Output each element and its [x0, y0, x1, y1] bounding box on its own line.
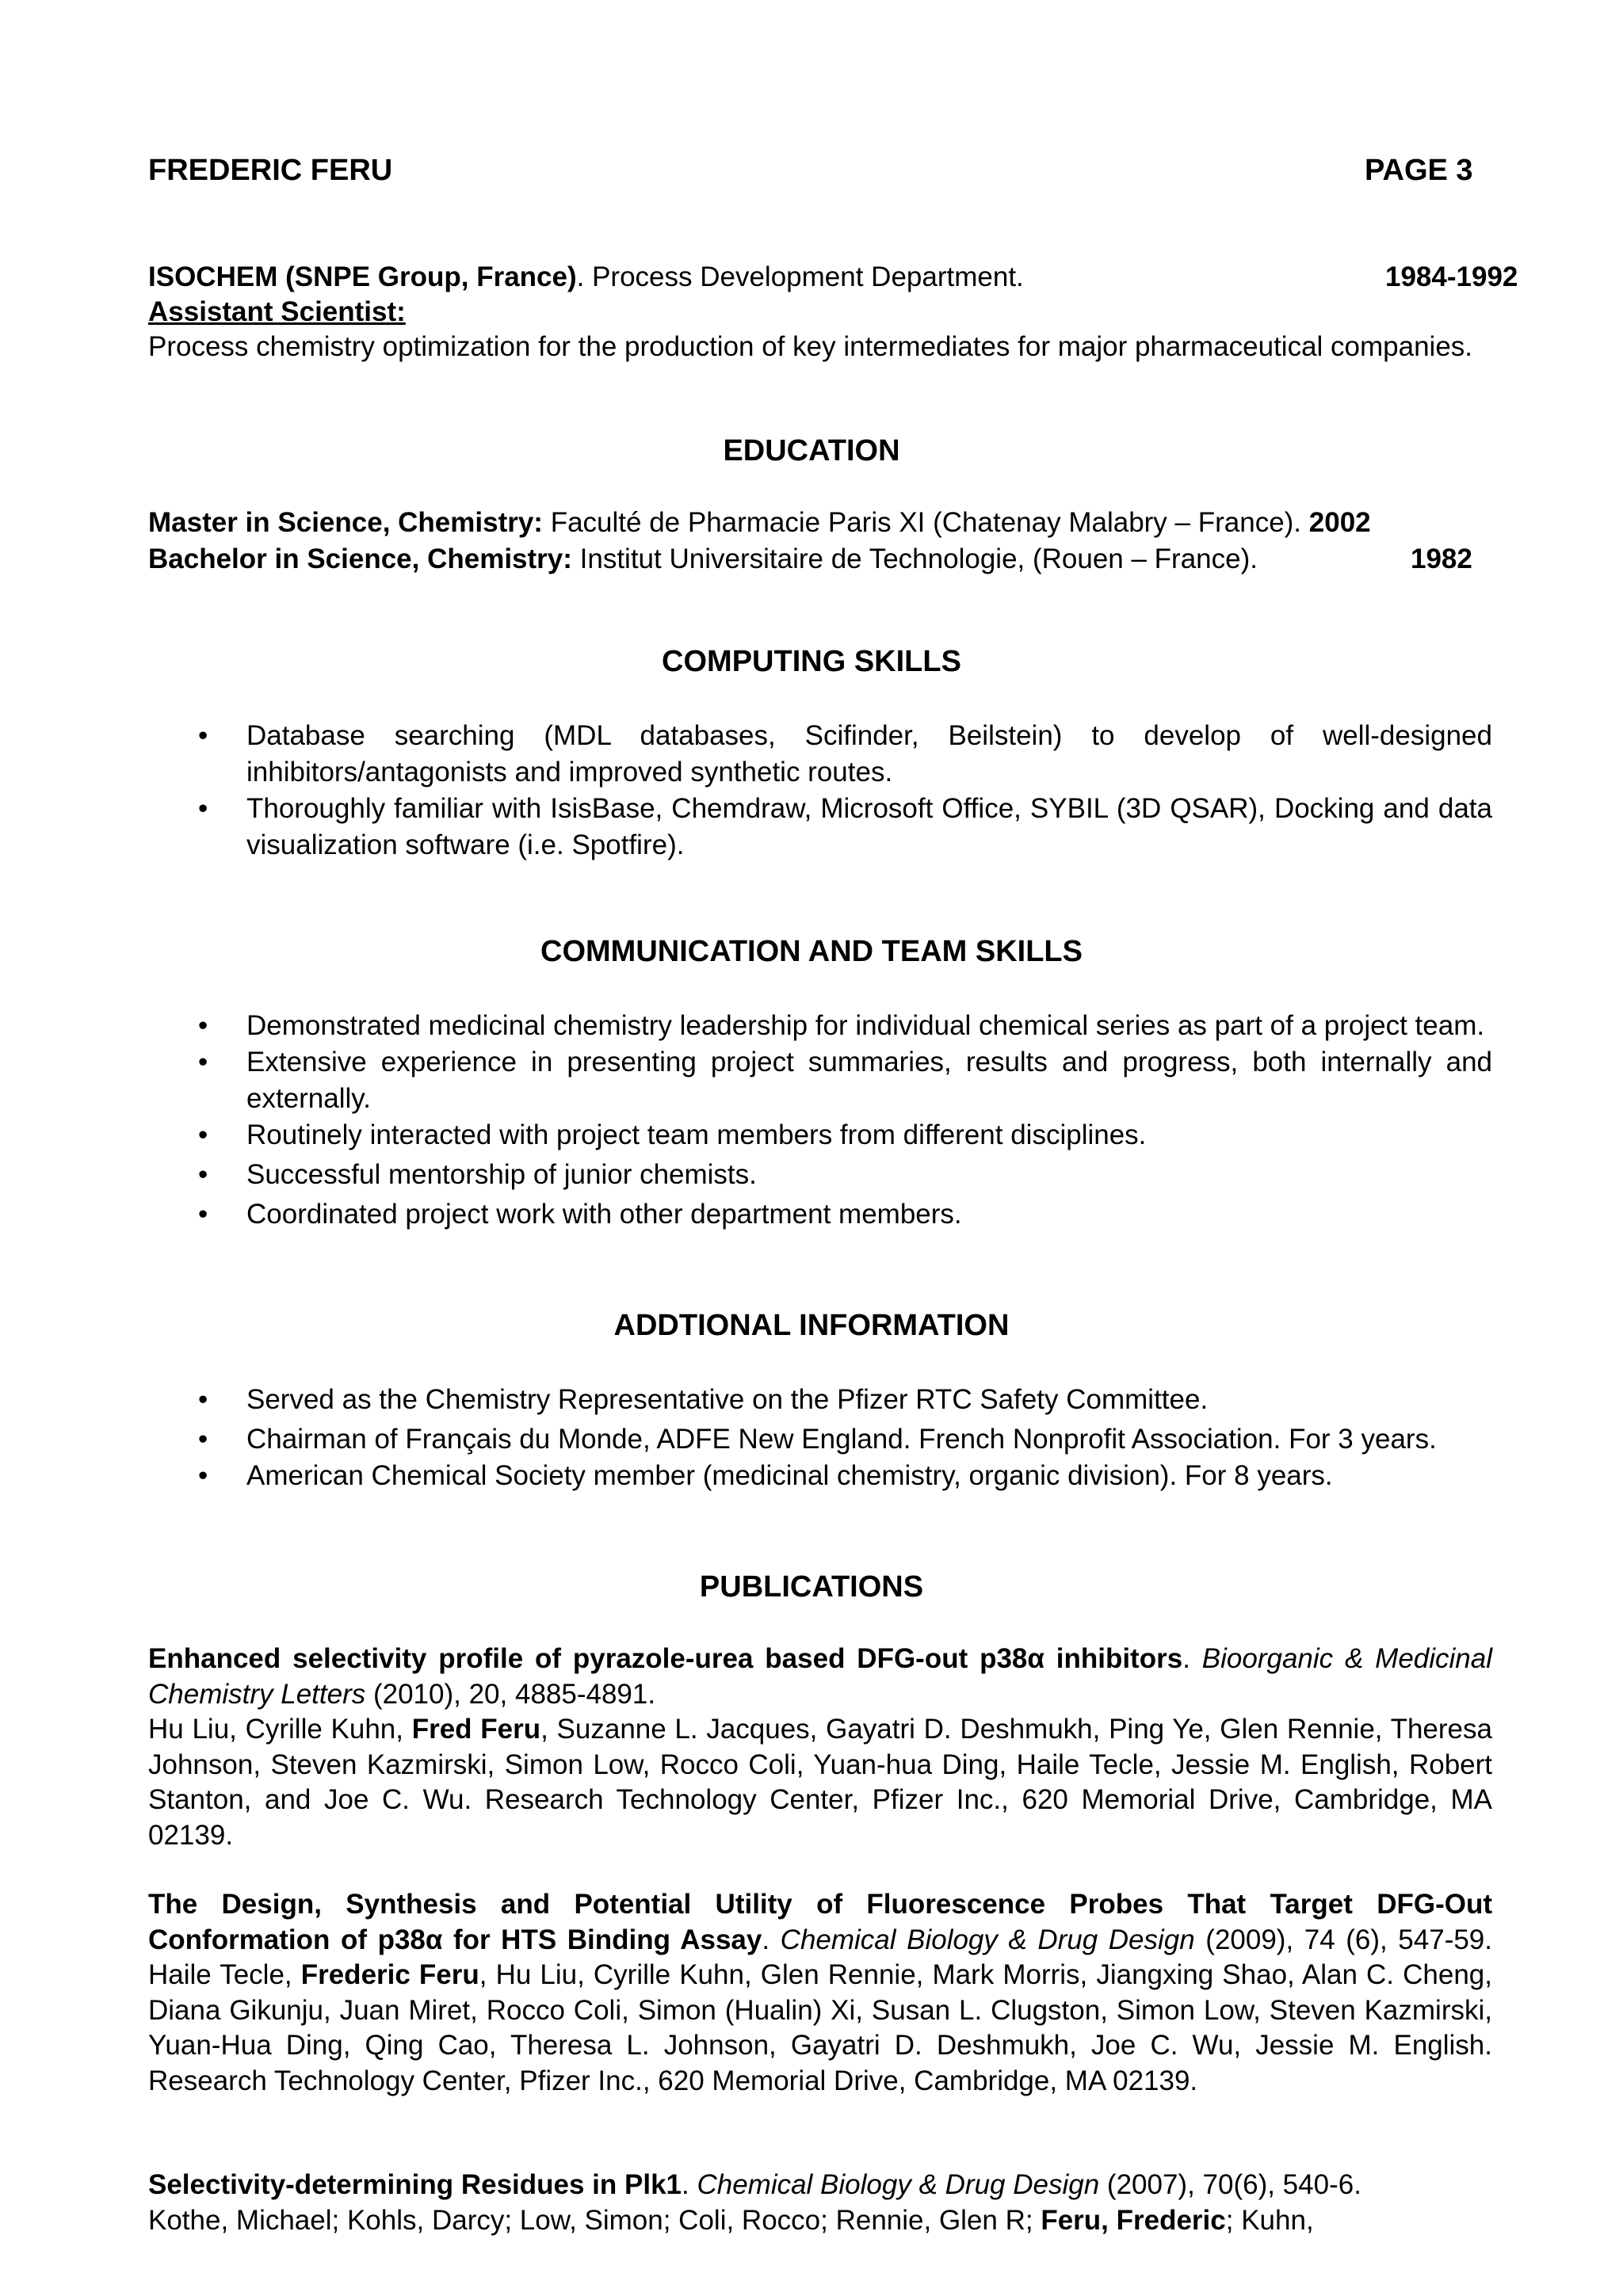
- education-item: [148, 505, 1371, 540]
- communication-skills-list: [148, 1008, 1514, 1233]
- publication-authors: , Suzanne L. Jacques, Gayatri D. Deshmukh, Ping Ye, Glen Rennie, Theresa Johnson, Steven Kazmirski, Simon Low, Rocco Coli, Yuan-hua Ding, Haile Tecle, Jessie M. English, Robert Stanton, and Joe C. Wu. Research Technology Center, Pfizer Inc., 620 Memorial Drive, Cambridge, MA 02139.: [148, 1714, 1492, 1851]
- list-item: [148, 791, 1492, 864]
- list-item-text: American Chemical Society member (medicinal chemistry, organic division). For 8 years.: [246, 1460, 1333, 1491]
- list-item: [148, 718, 1492, 791]
- additional-info-list: [148, 1382, 1492, 1494]
- list-item-text: Extensive experience in presenting project summaries, results and progress, both internally and externally.: [246, 1047, 1492, 1114]
- bullet-icon: •: [198, 1460, 208, 1491]
- bullet-icon: •: [198, 1010, 208, 1041]
- publication-title: The Design, Synthesis and Potential Utility of Fluorescence Probes That Target DFG-Out Conformation of p38α for HTS Binding Assay: [148, 1889, 1492, 1955]
- list-item: [148, 1117, 1514, 1154]
- degree: Master in Science, Chemistry:: [148, 507, 543, 538]
- publication-authors: ; Kuhn,: [1225, 2204, 1314, 2236]
- list-item-text: Demonstrated medicinal chemistry leadership for individual chemical series as part of a project team.: [246, 1010, 1485, 1041]
- publication-reference: (2007), 70(6), 540-6.: [1099, 2169, 1361, 2200]
- publication-author-self: Frederic Feru: [300, 1959, 479, 1990]
- job-description: Process chemistry optimization for the production of key intermediates for major pharmaceutical companies.: [148, 331, 1473, 362]
- publication-journal: Chemical Biology & Drug Design: [697, 2169, 1100, 2200]
- bullet-icon: •: [198, 1199, 208, 1230]
- publication-entry: The Design, Synthesis and Potential Utility of Fluorescence Probes That Target DFG-Out Conformation of p38α for HTS Binding Assay. Chemical Biology & Drug Design (2009), 74 (6), 547-59. Haile Tecle, Frederic Feru, Hu Liu, Cyrille Kuhn, Glen Rennie, Mark Morris, Jiangxing Shao, Alan C. Cheng, Diana Gikunju, Juan Miret, Rocco Coli, Simon (Hualin) Xi, Susan L. Clugston, Simon Low, Steven Kazmirski, Yuan-Hua Ding, Qing Cao, Theresa L. Johnson, Gayatri D. Deshmukh, Joe C. Wu, Jessie M. English. Research Technology Center, Pfizer Inc., 620 Memorial Drive, Cambridge, MA 02139.: [148, 1889, 1493, 2096]
- list-item: [148, 1421, 1492, 1458]
- list-item: [148, 1157, 1514, 1193]
- publication-title: Enhanced selectivity profile of pyrazole-urea based DFG-out p38α inhibitors: [148, 1643, 1183, 1674]
- publication-journal: Chemical Biology & Drug Design: [780, 1924, 1195, 1955]
- list-item: [148, 1458, 1492, 1494]
- list-item: [148, 1008, 1514, 1044]
- list-item-text: Successful mentorship of junior chemists.: [246, 1159, 757, 1190]
- publication-author-self: Feru, Frederic: [1041, 2204, 1226, 2236]
- company-name: ISOCHEM (SNPE Group, France): [148, 261, 577, 292]
- department: . Process Development Department.: [576, 261, 1024, 292]
- publication-reference: (2009), 74 (6), 547-59. Haile Tecle,: [148, 1924, 1493, 1990]
- publication-reference: (2010), 20, 4885-4891.: [365, 1678, 656, 1710]
- list-item-text: Thoroughly familiar with IsisBase, Chemdraw, Microsoft Office, SYBIL (3D QSAR), Docking and data visualization software (i.e. Spotfire).: [246, 793, 1492, 860]
- list-item: [148, 1196, 1514, 1233]
- publication-entry: Selectivity-determining Residues in Plk1. Chemical Biology & Drug Design (2007), 70(6), 540-6. Kothe, Michael; Kohls, Darcy; Low, Simon; Coli, Rocco; Rennie, Glen R; Feru, Frederic; Kuhn,: [148, 2169, 1361, 2236]
- publication-authors: Kothe, Michael; Kohls, Darcy; Low, Simon; Coli, Rocco; Rennie, Glen R;: [148, 2204, 1041, 2236]
- bullet-icon: •: [198, 1424, 208, 1455]
- publication-author-self: Fred Feru: [411, 1714, 541, 1745]
- page-number: PAGE 3: [1365, 154, 1473, 187]
- page-header-name: FREDERIC FERU: [148, 154, 393, 187]
- education-heading: EDUCATION: [723, 434, 900, 467]
- degree: Bachelor in Science, Chemistry:: [148, 543, 572, 574]
- bullet-icon: •: [198, 793, 208, 824]
- job-role: Assistant Scientist:: [148, 296, 406, 327]
- school: Institut Universitaire de Technologie, (Rouen – France).: [571, 543, 1258, 574]
- additional-info-heading: ADDTIONAL INFORMATION: [613, 1309, 1010, 1342]
- list-item-text: Database searching (MDL databases, Scifinder, Beilstein) to develop of well-designed inhibitors/antagonists and improved synthetic routes.: [246, 720, 1492, 788]
- job-entry-heading: [148, 260, 1024, 295]
- publications-heading: PUBLICATIONS: [699, 1570, 924, 1604]
- publication-authors: Hu Liu, Cyrille Kuhn,: [148, 1714, 412, 1745]
- education-item: [148, 542, 1258, 577]
- bullet-icon: •: [198, 1384, 208, 1415]
- job-years: 1984-1992: [1385, 261, 1518, 292]
- degree-year: 1982: [1411, 543, 1472, 574]
- computing-skills-list: [148, 718, 1492, 864]
- bullet-icon: •: [198, 1119, 208, 1150]
- list-item-text: Served as the Chemistry Representative on the Pfizer RTC Safety Committee.: [246, 1384, 1209, 1415]
- list-item: [148, 1044, 1514, 1117]
- computing-skills-heading: COMPUTING SKILLS: [662, 645, 961, 678]
- bullet-icon: •: [198, 1159, 208, 1190]
- school: Faculté de Pharmacie Paris XI (Chatenay Malabry – France).: [542, 507, 1309, 538]
- list-item-text: Coordinated project work with other department members.: [246, 1199, 962, 1230]
- list-item-text: Routinely interacted with project team members from different disciplines.: [246, 1119, 1147, 1150]
- publication-entry: Enhanced selectivity profile of pyrazole-urea based DFG-out p38α inhibitors. Bioorganic & Medicinal Chemistry Letters (2010), 20, 4885-4891. Hu Liu, Cyrille Kuhn, Fred Feru, Suzanne L. Jacques, Gayatri D. Deshmukh, Ping Ye, Glen Rennie, Theresa Johnson, Steven Kazmirski, Simon Low, Rocco Coli, Yuan-hua Ding, Haile Tecle, Jessie M. English, Robert Stanton, and Joe C. Wu. Research Technology Center, Pfizer Inc., 620 Memorial Drive, Cambridge, MA 02139.: [148, 1643, 1493, 1851]
- list-item-text: Chairman of Français du Monde, ADFE New England. French Nonprofit Association. For 3 years.: [246, 1424, 1437, 1455]
- list-item: [148, 1382, 1492, 1418]
- bullet-icon: •: [198, 1047, 208, 1077]
- publication-authors: , Hu Liu, Cyrille Kuhn, Glen Rennie, Mark Morris, Jiangxing Shao, Alan C. Cheng, Diana Gikunju, Juan Miret, Rocco Coli, Simon (Hualin) Xi, Susan L. Clugston, Simon Low, Steven Kazmirski, Yuan-Hua Ding, Qing Cao, Theresa L. Johnson, Gayatri D. Deshmukh, Joe C. Wu, Jessie M. English. Research Technology Center, Pfizer Inc., 620 Memorial Drive, Cambridge, MA 02139.: [148, 1959, 1492, 2096]
- publication-journal: Bioorganic & Medicinal Chemistry Letters: [148, 1643, 1493, 1710]
- publication-title: Selectivity-determining Residues in Plk1: [148, 2169, 682, 2200]
- communication-skills-heading: COMMUNICATION AND TEAM SKILLS: [540, 935, 1083, 968]
- degree-year: 2002: [1308, 507, 1371, 538]
- bullet-icon: •: [198, 720, 208, 751]
